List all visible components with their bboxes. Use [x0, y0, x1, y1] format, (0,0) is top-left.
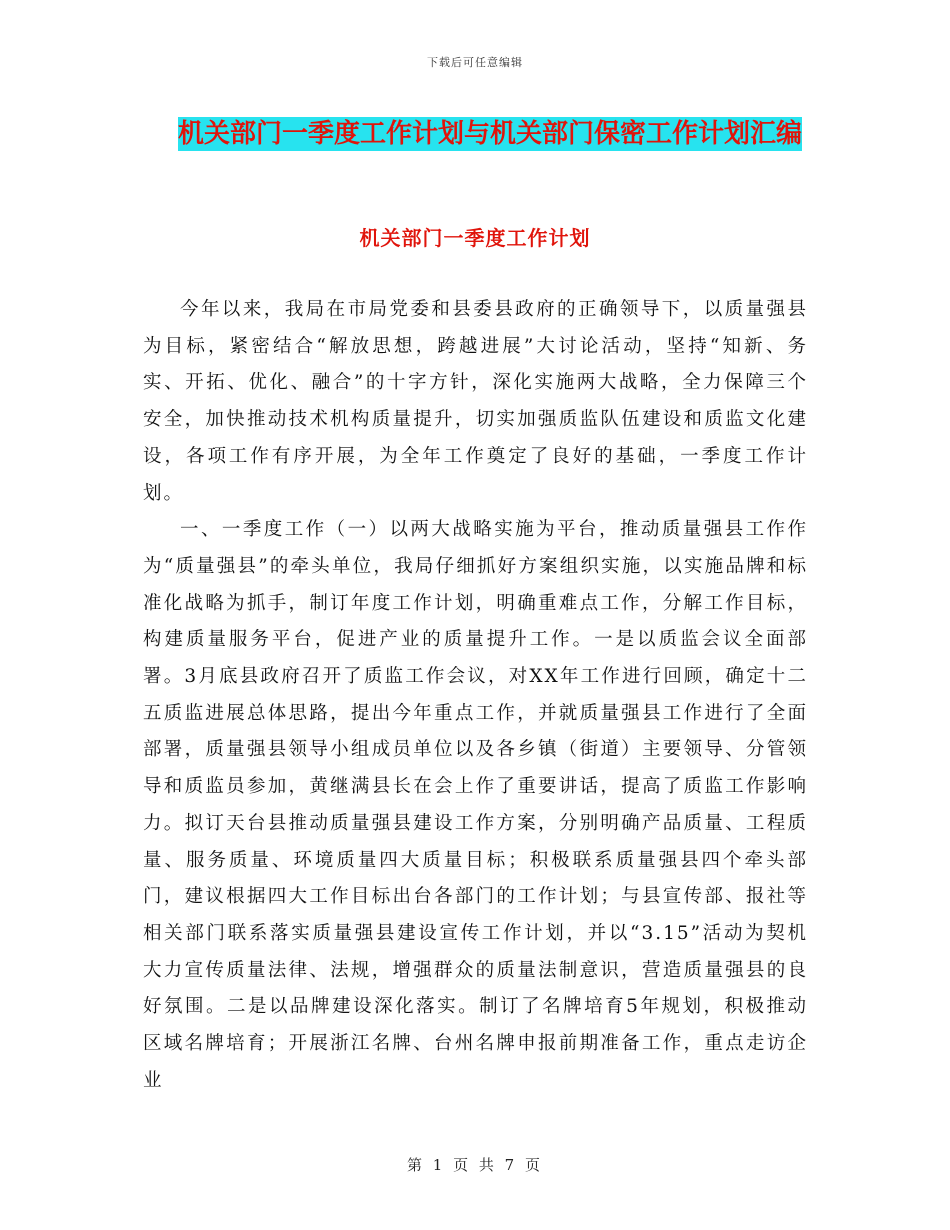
body-paragraph: 一、一季度工作（一）以两大战略实施为平台，推动质量强县工作作为“质量强县”的牵头单位，我局仔细抓好方案组织实施，以实施品牌和标准化战略为抓手，制订年度工作计划，明确重难点工作，分解工作目标，构建质量服务平台，促进产业的质量提升工作。一是以质监会议全面部署。3月底县政府召开了质监工作会议，对XX年工作进行回顾，确定十二五质监进展总体思路，提出今年重点工作，并就质量强县工作进行了全面部署，质量强县领导小组成员单位以及各乡镇（街道）主要领导、分管领导和质监员参加，黄继满县长在会上作了重要讲话，提高了质监工作影响力。拟订天台县推动质量强县建设工作方案，分别明确产品质量、工程质量、服务质量、环境质量四大质量目标；积极联系质量强县四个牵头部门，建议根据四大工作目标出台各部门的工作计划；与县宣传部、报社等相关部门联系落实质量强县建设宣传工作计划，并以“3.15”活动为契机大力宣传质量法律、法规，增强群众的质量法制意识，营造质量强县的良好氛围。二是以品牌建设深化落实。制订了名牌培育5年规划，积极推动区域名牌培育；开展浙江名牌、台州名牌申报前期准备工作，重点走访企业 [143, 519, 808, 1091]
section-title: 机关部门一季度工作计划 [359, 226, 591, 250]
page-header-note: 下载后可任意编辑 [427, 56, 523, 69]
document-title [150, 112, 830, 156]
document-title-text: 机关部门一季度工作计划与机关部门保密工作计划汇编 [177, 119, 802, 149]
page-number-footer: 第 1 页 共 7 页 [407, 1156, 543, 1174]
body-paragraph: 今年以来，我局在市局党委和县委县政府的正确领导下，以质量强县为目标，紧密结合“解放思想，跨越进展”大讨论活动，坚持“知新、务实、开拓、优化、融合”的十字方针，深化实施两大战略，全力保障三个安全，加快推动技术机构质量提升，切实加强质监队伍建设和质监文化建设，各项工作有序开展，为全年工作奠定了良好的基础，一季度工作计划。 [143, 299, 808, 504]
document-body [143, 292, 808, 1099]
